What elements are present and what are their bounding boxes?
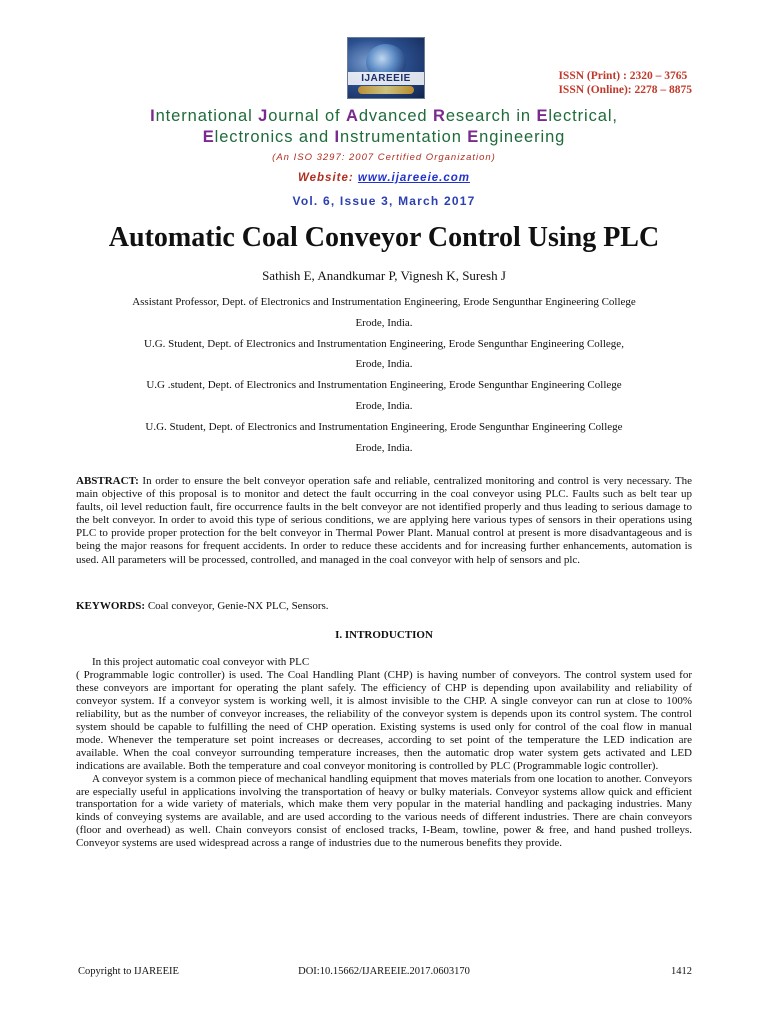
abstract [76, 475, 692, 567]
iso-certification: (An ISO 3297: 2007 Certified Organization) [272, 152, 496, 163]
journal-title-line1-cap-3: R [433, 107, 446, 125]
journal-title-line1-word-3: esearch in [445, 107, 537, 125]
introduction-body [76, 656, 692, 850]
keywords [76, 600, 692, 612]
journal-title-line1-word-1: ournal of [268, 107, 346, 125]
journal-title-line1-cap-2: A [346, 107, 359, 125]
affiliation-line: Erode, India. [355, 399, 413, 412]
website-line [0, 172, 768, 184]
volume-issue: Vol. 6, Issue 3, March 2017 [292, 194, 476, 208]
journal-title [0, 106, 768, 148]
affiliation-line: Erode, India. [355, 316, 413, 329]
journal-title-line1-word-0: nternational [155, 107, 259, 125]
logo-text: IJAREEIE [361, 73, 411, 84]
journal-title-line2-cap-1: I [334, 128, 341, 146]
journal-title-line2-word-0: lectronics and [214, 128, 335, 146]
journal-title-line1-cap-1: J [258, 107, 269, 125]
affiliation-line: Assistant Professor, Dept. of Electronics and Instrumentation Engineering, Erode Sengunthar Engineering College [132, 296, 636, 308]
affiliation-line: U.G .student, Dept. of Electronics and Instrumentation Engineering, Erode Sengunthar Engineering College [146, 379, 622, 392]
journal-title-line2-cap-2: E [467, 128, 480, 146]
footer-copyright: Copyright to IJAREEIE [78, 966, 179, 977]
footer-doi: DOI:10.15662/IJAREEIE.2017.0603170 [298, 966, 470, 977]
journal-title-line1-word-4: lectrical, [548, 107, 618, 125]
abstract-text: In order to ensure the belt conveyor operation safe and reliable, centralized monitoring and control is very necessary. The main objective of this proposal is to monitor and detect the fault occurring in the coal conveyor using PLC. Faults such as belt tear up faults, oil level reduction fault, fire occurrence faults in the belt conveyor are not identified properly and thus leading to serious damage to the belt conveyor. In order to avoid this type of serious conditions, we are applying here various types of sensors in their operations using PLC to provide proper protection for the belt conveyor in Thermal Power Plant. Manual control at present is more disadvantageous and is being the major reasons for frequent accidents. In order to reduce these accidents and for increasing further enhancements, automation is used. All parameters will be processed, controlled, and managed in the coal conveyor with help of sensors and plc. [76, 475, 692, 566]
intro-first-line: In this project automatic coal conveyor with PLC [92, 656, 310, 668]
journal-title-line2 [0, 127, 768, 148]
journal-title-line1-cap-0: I [150, 107, 156, 125]
abstract-label: ABSTRACT: [76, 475, 139, 487]
affiliation-line: U.G. Student, Dept. of Electronics and Instrumentation Engineering, Erode Sengunthar Engineering College, [144, 337, 624, 350]
intro-paragraph-1: ( Programmable logic controller) is used. The Coal Handling Plant (CHP) is having number of conveyors. The control system used for these conveyors are important for operating the plant safely. The efficiency of CHP is depending upon availability and reliability of conveyor system. If a conveyor system is working well, it is almost invisible to the CHP. A single conveyor can run at close to 100% reliability, but as the number of conveyor increases, the reliability of the conveyor system is depends upon its control system. The control system should be capable to fulfilling the need of CHP operation. Existing systems is used only for control of the coal flow in manual mode. Whenever the temperature set point increases or decreases, according to set point of the temperature the LED indication are available. When the coal conveyor surrounding temperature increases, then the automatic drop water system gets activated and LED indications are available. Both the temperature and coal conveyor monitoring is controlled by PLC (Programmable logic controller). [76, 668, 692, 772]
author-list: Sathish E, Anandkumar P, Vignesh K, Suresh J [262, 268, 506, 283]
affiliation-line: Erode, India. [355, 358, 413, 371]
issn-block [558, 69, 692, 97]
website-link[interactable]: www.ijareeie.com [357, 172, 470, 184]
journal-title-line2-word-1: nstrumentation [340, 128, 468, 146]
journal-title-line2-cap-0: E [202, 128, 215, 146]
footer-page-number: 1412 [671, 966, 692, 977]
journal-title-line2-word-2: ngineering [479, 128, 566, 146]
issn-print: ISSN (Print) : 2320 – 3765 [558, 70, 688, 82]
affiliation-line: Erode, India. [355, 441, 413, 454]
intro-paragraph-2: A conveyor system is a common piece of mechanical handling equipment that moves materials from one location to another. Conveyors are especially useful in applications involving the transportation of heavy or bulky materials. Conveyor systems allow quick and efficient transportation for a wide variety of materials, which make them very popular in the material handling and packaging industries. Many kinds of conveying systems are available, and are used according to the various needs of different industries. There are chain conveyors (floor and overhead) as well. Chain conveyors consist of enclosed tracks, I-Beam, towline, power & free, and hand pushed trolleys. Conveyor systems are used widespread across a range of industries due to the numerous benefits they provide. [76, 772, 692, 850]
website-label: Website: [297, 172, 358, 184]
keywords-text: Coal conveyor, Genie-NX PLC, Sensors. [145, 600, 329, 612]
journal-logo [347, 37, 425, 99]
section-heading-introduction: I. INTRODUCTION [335, 629, 433, 641]
affiliation-line: U.G. Student, Dept. of Electronics and Instrumentation Engineering, Erode Sengunthar Engineering College [145, 420, 623, 433]
logo-spark [358, 86, 414, 94]
keywords-label: KEYWORDS: [76, 600, 146, 612]
affiliations [60, 292, 708, 458]
journal-title-line1-word-2: dvanced [358, 107, 433, 125]
paper-title: Automatic Coal Conveyor Control Using PLC [108, 222, 660, 253]
journal-title-line1 [0, 106, 768, 127]
issn-online: ISSN (Online): 2278 – 8875 [558, 84, 692, 96]
journal-title-line1-cap-4: E [536, 107, 549, 125]
